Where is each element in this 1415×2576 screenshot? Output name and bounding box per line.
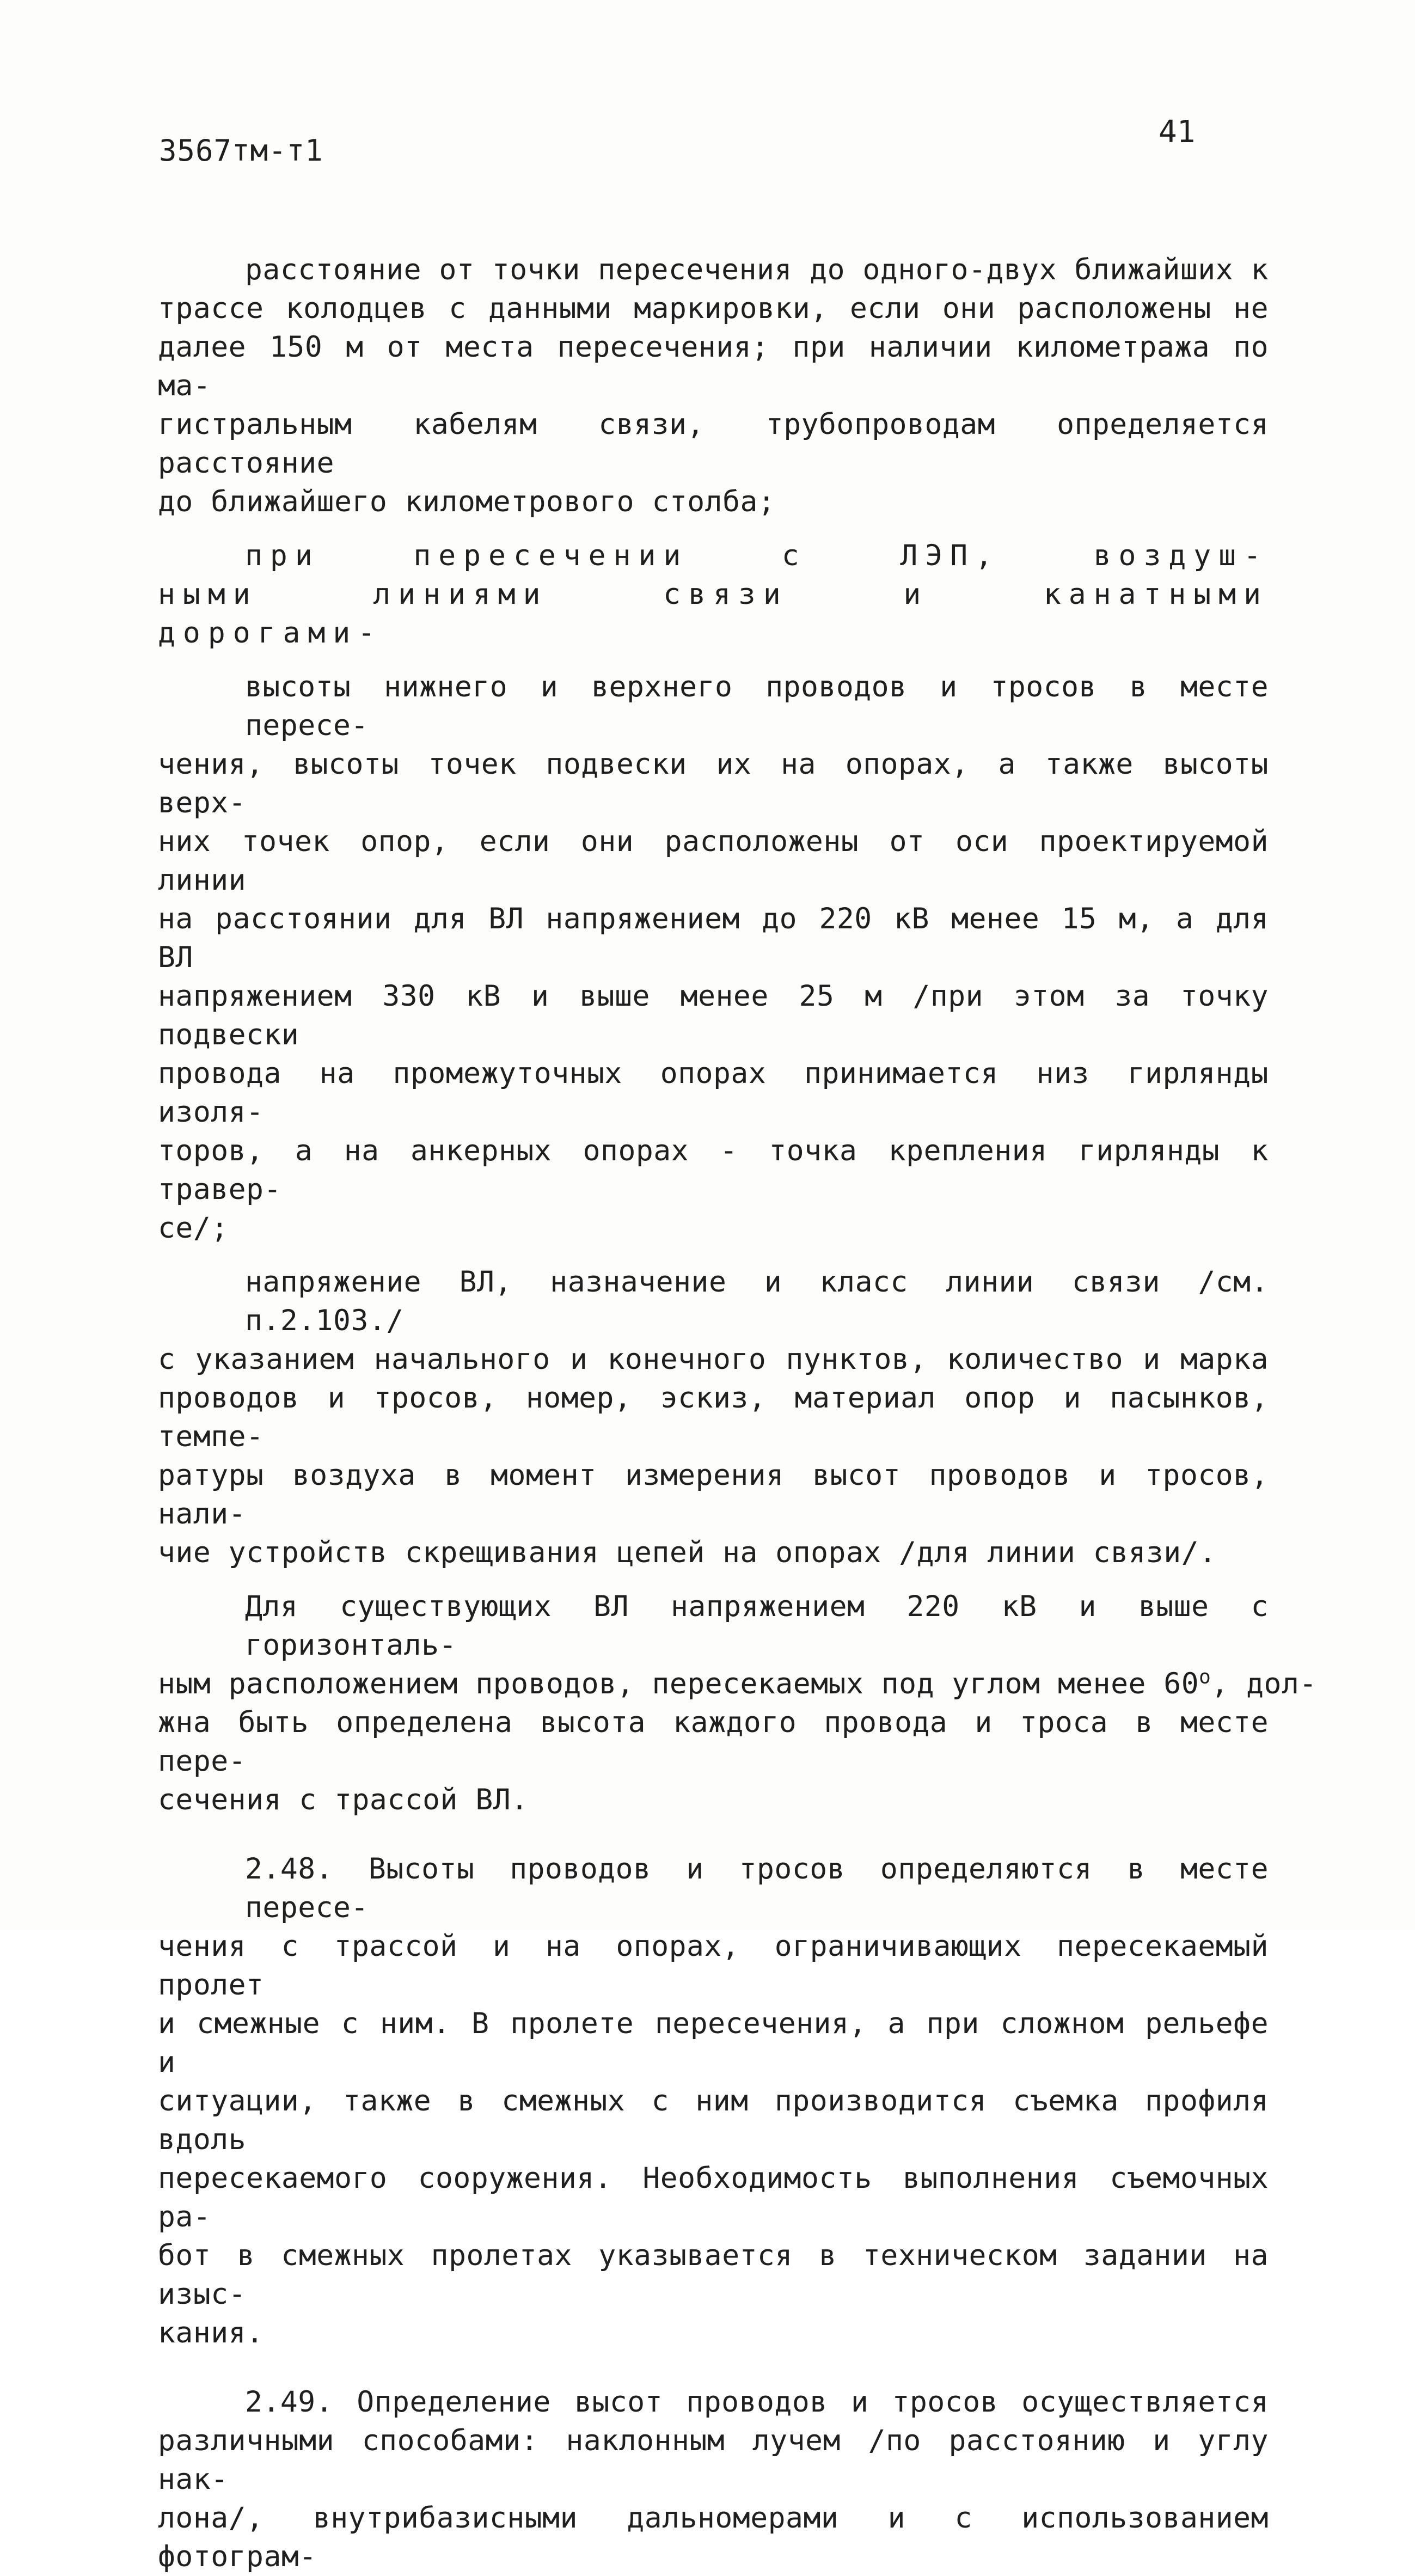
text-line: чие устройств скрещивания цепей на опорах /для линии связи/. bbox=[158, 1536, 1217, 1569]
text-line: гистральным кабелям связи, трубопроводам определяется расстояние bbox=[158, 408, 1269, 480]
text-line: чения с трассой и на опорах, ограничивающих пересекаемый пролет bbox=[158, 1930, 1269, 2002]
degree-mark: о bbox=[1199, 1666, 1211, 1688]
text-line: трассе колодцев с данными маркировки, если они расположены не bbox=[158, 292, 1269, 325]
text-line: лона/, внутрибазисными дальномерами и с использованием фотограм- bbox=[158, 2501, 1269, 2573]
text-line: до ближайшего километрового столба; bbox=[158, 485, 776, 518]
text-line: сечения с трассой ВЛ. bbox=[158, 1783, 529, 1816]
text-line: се/; bbox=[158, 1211, 229, 1245]
text-line: торов, а на анкерных опорах - точка крепления гирлянды к травер- bbox=[158, 1134, 1269, 1206]
text-line: чения, высоты точек подвески их на опорах, а также высоты верх- bbox=[158, 748, 1269, 819]
text-line: далее 150 м от места пересечения; при наличии километража по ма- bbox=[158, 331, 1269, 402]
text-line: кания. bbox=[158, 2316, 264, 2349]
text-fragment: , дол- bbox=[1211, 1667, 1317, 1700]
text-line: Для существующих ВЛ напряжением 220 кВ и выше с горизонталь- bbox=[245, 1590, 1269, 1662]
text-line: напряжением 330 кВ и выше менее 25 м /при этом за точку подвески bbox=[158, 980, 1269, 1051]
text-line: провода на промежуточных опорах принимается низ гирлянды изоля- bbox=[158, 1057, 1269, 1129]
section-heading bbox=[158, 536, 1269, 652]
text-line: с указанием начального и конечного пунктов, количество и марка bbox=[158, 1343, 1269, 1376]
text-line: них точек опор, если они расположены от оси проектируемой линии bbox=[158, 825, 1269, 897]
paragraph-1 bbox=[158, 250, 1269, 521]
text-line: жна быть определена высота каждого провода и троса в месте пере- bbox=[158, 1706, 1269, 1778]
document-code: 3567тм-т1 bbox=[159, 133, 323, 168]
text-line: пересекаемого сооружения. Необходимость выполнения съемочных ра- bbox=[158, 2162, 1269, 2234]
paragraph-3 bbox=[158, 1263, 1269, 1572]
heading-line: ными линиями связи и канатными bbox=[158, 578, 1269, 611]
text-line: расстояние от точки пересечения до одного-двух ближайших к bbox=[245, 253, 1269, 286]
text-line: различными способами: наклонным лучем /по расстоянию и углу нак- bbox=[158, 2424, 1269, 2496]
text-line: 2.49. Определение высот проводов и тросов осуществляется bbox=[245, 2385, 1269, 2419]
text-line: 2.48. Высоты проводов и тросов определяются в месте пересе- bbox=[245, 1852, 1269, 1924]
text-line: на расстоянии для ВЛ напряжением до 220 кВ менее 15 м, а для ВЛ bbox=[158, 902, 1269, 974]
paragraph-5 bbox=[158, 1850, 1269, 2352]
page-number: 41 bbox=[1159, 114, 1196, 150]
text-line: проводов и тросов, номер, эскиз, материал опор и пасынков, темпе- bbox=[158, 1381, 1269, 1453]
text-line: ситуации, также в смежных с ним производится съемка профиля вдоль bbox=[158, 2084, 1269, 2156]
paragraph-4 bbox=[158, 1587, 1317, 1819]
heading-line: при пересечении с ЛЭП, воздуш- bbox=[245, 539, 1269, 572]
paragraph-6 bbox=[158, 2383, 1269, 2576]
text-line: бот в смежных пролетах указывается в техническом задании на изыс- bbox=[158, 2239, 1269, 2311]
paragraph-2 bbox=[158, 668, 1269, 1247]
text-line: ратуры воздуха в момент измерения высот проводов и тросов, нали- bbox=[158, 1459, 1269, 1531]
text-fragment: ным расположением проводов, пересекаемых под углом менее 60 bbox=[158, 1667, 1199, 1700]
document-body bbox=[158, 250, 1317, 2576]
text-line-with-degree bbox=[158, 1665, 1317, 1703]
text-line: и смежные с ним. В пролете пересечения, а при сложном рельефе и bbox=[158, 2007, 1269, 2079]
text-line: высоты нижнего и верхнего проводов и тросов в месте пересе- bbox=[245, 670, 1269, 742]
heading-line: дорогами- bbox=[158, 616, 383, 650]
text-line: напряжение ВЛ, назначение и класс линии связи /см. п.2.103./ bbox=[245, 1265, 1269, 1337]
